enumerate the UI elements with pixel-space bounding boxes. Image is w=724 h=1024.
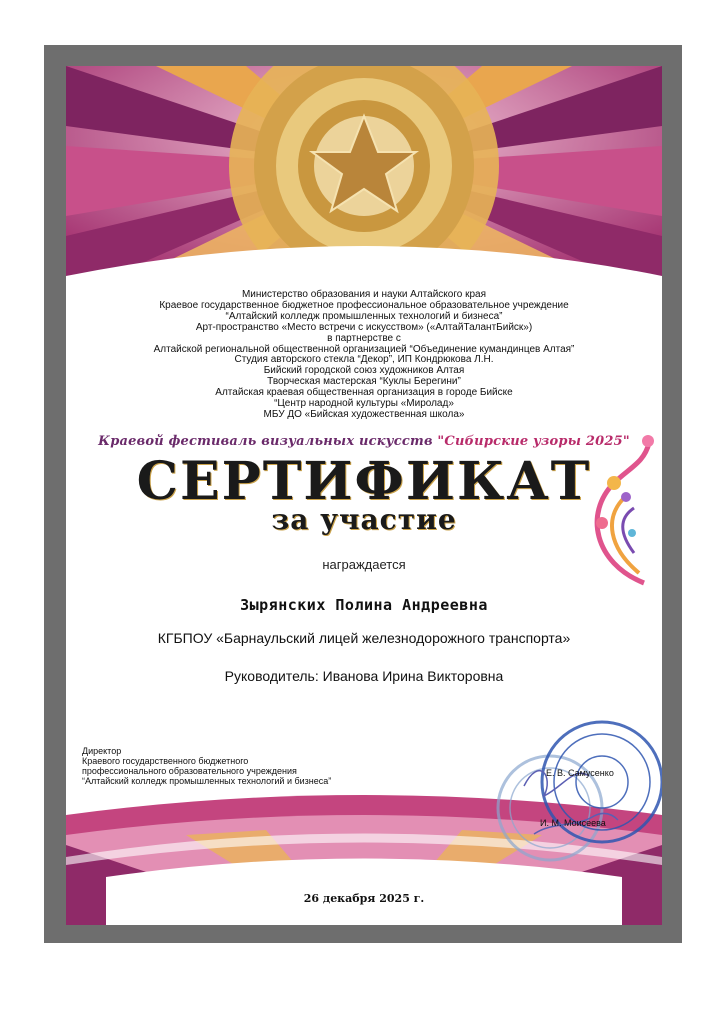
- organizer-line: Алтайской региональной общественной организацией “Объединение кумандинцев Алтая”: [153, 343, 575, 355]
- director-block: [82, 746, 331, 786]
- organizer-line: Алтайская краевая общественная организация в городе Бийске: [215, 387, 513, 399]
- organizer-line: Министерство образования и науки Алтайского края: [241, 289, 487, 300]
- organizer-line: Бийский городской союз художников Алтая: [263, 365, 465, 377]
- organizer-line: МБУ ДО «Бийская художественная школа»: [263, 408, 465, 420]
- awarded-label: награждается: [322, 557, 406, 572]
- organizer-line: “Алтайский колледж промышленных технологий и бизнеса”: [225, 310, 503, 322]
- festival-name: "Сибирские узоры 2025": [437, 434, 630, 449]
- recipient-leader: Руководитель: Иванова Ирина Викторовна: [224, 668, 504, 684]
- official-stamp-icon: [494, 716, 662, 866]
- director-line: Директор: [82, 746, 122, 756]
- organizer-line: Творческая мастерская “Куклы Берегини”: [267, 376, 461, 388]
- organizer-line: Краевое государственное бюджетное профессиональное образовательное учреждение: [159, 299, 569, 311]
- director-line: профессионального образовательного учреждения: [82, 766, 297, 776]
- director-signature-name: Е. В. Самусенко: [546, 768, 614, 778]
- director-line: “Алтайский колледж промышленных технологий и бизнеса”: [82, 776, 332, 786]
- festival-title: [66, 434, 662, 449]
- festival-prefix: Краевой фестиваль визуальных искусств: [98, 434, 438, 449]
- recipient-name: Зырянских Полина Андреевна: [240, 596, 488, 614]
- director-line: Краевого государственного бюджетного: [82, 756, 249, 766]
- organizers-list: [66, 290, 662, 421]
- organizer-line: Студия авторского стекла “Декор”, ИП Кондрюкова Л.Н.: [234, 354, 494, 366]
- certificate-title: СЕРТИФИКАТ: [136, 451, 592, 512]
- recipient-school: КГБПОУ «Барнаульский лицей железнодорожного транспорта»: [157, 630, 571, 646]
- issue-date: 26 декабря 2025 г.: [303, 892, 425, 905]
- organizer-line: Арт-пространство «Место встречи с искусством» («АлтайТалантБийск»): [195, 321, 533, 333]
- organizer-line: в партнерстве с: [327, 332, 401, 344]
- certificate-sheet: [66, 66, 662, 925]
- certificate-subtitle: за участие: [271, 503, 457, 536]
- gallery-signature-name: И. М. Моисеева: [540, 818, 606, 828]
- organizer-line: “Центр народной культуры «Миролад»: [274, 398, 454, 410]
